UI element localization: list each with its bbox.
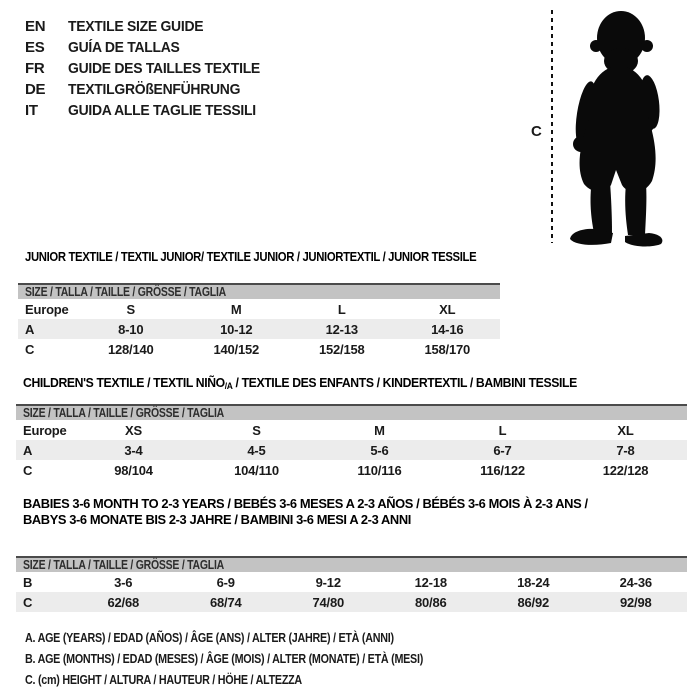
- size-header-bar: [18, 283, 500, 299]
- cell: 6-7: [493, 442, 512, 458]
- table-row: [16, 460, 687, 480]
- table-title: [23, 496, 588, 528]
- cell: 140/152: [213, 341, 260, 357]
- cell: 3-6: [114, 574, 133, 590]
- lang-title: GUIDE DES TAILLES TEXTILE: [68, 60, 260, 77]
- lang-title: TEXTILGRÖßENFÜHRUNG: [68, 81, 241, 98]
- lang-code: ES: [25, 39, 45, 56]
- measurement-legend: [25, 628, 488, 691]
- lang-row-it: [25, 100, 274, 121]
- cell: 12-13: [325, 321, 358, 337]
- table-row: [16, 572, 687, 592]
- cell: M: [230, 301, 242, 317]
- lang-title: TEXTILE SIZE GUIDE: [68, 18, 204, 35]
- cell: 116/122: [480, 462, 525, 478]
- row-label: Europe: [25, 301, 69, 317]
- height-measure-dashed-line: [551, 10, 553, 243]
- cell: 158/170: [424, 341, 471, 357]
- row-label: B: [23, 574, 33, 590]
- table-title: JUNIOR TEXTILE / TEXTIL JUNIOR/ TEXTILE JUNIOR / JUNIORTEXTIL / JUNIOR TESSILE: [25, 249, 477, 264]
- table-row: [16, 420, 687, 440]
- size-header-bar: [16, 556, 687, 572]
- cell: 98/104: [114, 462, 153, 478]
- cell: 7-8: [616, 442, 635, 458]
- table-row: [18, 319, 500, 339]
- cell: S: [252, 422, 261, 438]
- row-label: C: [23, 594, 33, 610]
- cell: L: [337, 301, 346, 317]
- legend-line-b: B. AGE (MONTHS) / EDAD (MESES) / ÂGE (MOIS) / ALTER (MONATE) / ETÀ (MESI): [25, 652, 424, 666]
- cell: 14-16: [431, 321, 464, 337]
- lang-code: DE: [25, 81, 46, 98]
- size-header-text: SIZE / TALLA / TAILLE / GRÖSSE / TAGLIA: [23, 406, 224, 420]
- title-text: CHILDREN'S TEXTILE / TEXTIL NIÑO: [23, 375, 225, 390]
- table-row: [16, 440, 687, 460]
- cell: 74/80: [312, 594, 345, 610]
- cell: XL: [439, 301, 456, 317]
- cell: 10-12: [220, 321, 253, 337]
- lang-code: IT: [25, 102, 38, 119]
- title-text: / TEXTILE DES ENFANTS / KINDERTEXTIL / BAMBINI TESSILE: [232, 375, 577, 390]
- legend-line-c: C. (cm) HEIGHT / ALTURA / HAUTEUR / HÖHE / ALTEZZA: [25, 673, 302, 687]
- lang-row-es: [25, 37, 274, 58]
- table-row: [18, 339, 500, 359]
- cell: 122/128: [602, 462, 649, 478]
- lang-title: GUÍA DE TALLAS: [68, 39, 180, 56]
- lang-code: EN: [25, 18, 46, 35]
- toddler-silhouette-figure: [558, 4, 684, 248]
- cell: 4-5: [247, 442, 266, 458]
- cell: 110/116: [357, 462, 402, 478]
- cell: 152/158: [318, 341, 365, 357]
- cell: 104/110: [234, 462, 279, 478]
- cell: 5-6: [370, 442, 389, 458]
- cell: 86/92: [517, 594, 550, 610]
- table-row: [18, 299, 500, 319]
- table-body: [16, 404, 687, 480]
- row-label: A: [25, 321, 35, 337]
- cell: S: [126, 301, 135, 317]
- cell: L: [498, 422, 507, 438]
- table-row: [16, 592, 687, 612]
- table-title: [23, 375, 577, 394]
- title-line-2: BABYS 3-6 MONATE BIS 2-3 JAHRE / BAMBINI 3-6 MESI A 2-3 ANNI: [23, 512, 411, 527]
- cell: 62/68: [107, 594, 140, 610]
- size-header-text: SIZE / TALLA / TAILLE / GRÖSSE / TAGLIA: [25, 285, 226, 299]
- legend-line-a: A. AGE (YEARS) / EDAD (AÑOS) / ÂGE (ANS) / ALTER (JAHRE) / ETÀ (ANNI): [25, 631, 394, 645]
- row-label: Europe: [23, 422, 67, 438]
- lang-title: GUIDA ALLE TAGLIE TESSILI: [68, 102, 256, 119]
- cell: 24-36: [619, 574, 652, 590]
- cell: 3-4: [124, 442, 143, 458]
- size-header-text: SIZE / TALLA / TAILLE / GRÖSSE / TAGLIA: [23, 558, 224, 572]
- cell: 8-10: [118, 321, 144, 337]
- size-header-bar: [16, 404, 687, 420]
- lang-row-de: [25, 79, 274, 100]
- row-label: C: [23, 462, 33, 478]
- cell: 9-12: [315, 574, 341, 590]
- title-subscript: /A: [224, 381, 233, 391]
- cell: 80/86: [414, 594, 447, 610]
- lang-row-fr: [25, 58, 274, 79]
- cell: M: [374, 422, 385, 438]
- cell: 68/74: [209, 594, 242, 610]
- title-line-1: BABIES 3-6 MONTH TO 2-3 YEARS / BEBÉS 3-6 MESES A 2-3 AÑOS / BÉBÉS 3-6 MOIS À 2-3 ANS /: [23, 496, 588, 511]
- height-measure-label: C: [531, 123, 542, 140]
- cell: 6-9: [216, 574, 235, 590]
- cell: 18-24: [517, 574, 550, 590]
- row-label: A: [23, 442, 33, 458]
- cell: 92/98: [619, 594, 652, 610]
- cell: 128/140: [107, 341, 154, 357]
- cell: XS: [125, 422, 142, 438]
- language-title-list: [25, 16, 274, 121]
- lang-code: FR: [25, 60, 45, 77]
- row-label: C: [25, 341, 35, 357]
- toddler-silhouette-icon: [558, 4, 684, 248]
- table-body: [18, 283, 500, 359]
- cell: XL: [617, 422, 634, 438]
- table-body: [16, 556, 687, 612]
- lang-row-en: [25, 16, 274, 37]
- cell: 12-18: [414, 574, 447, 590]
